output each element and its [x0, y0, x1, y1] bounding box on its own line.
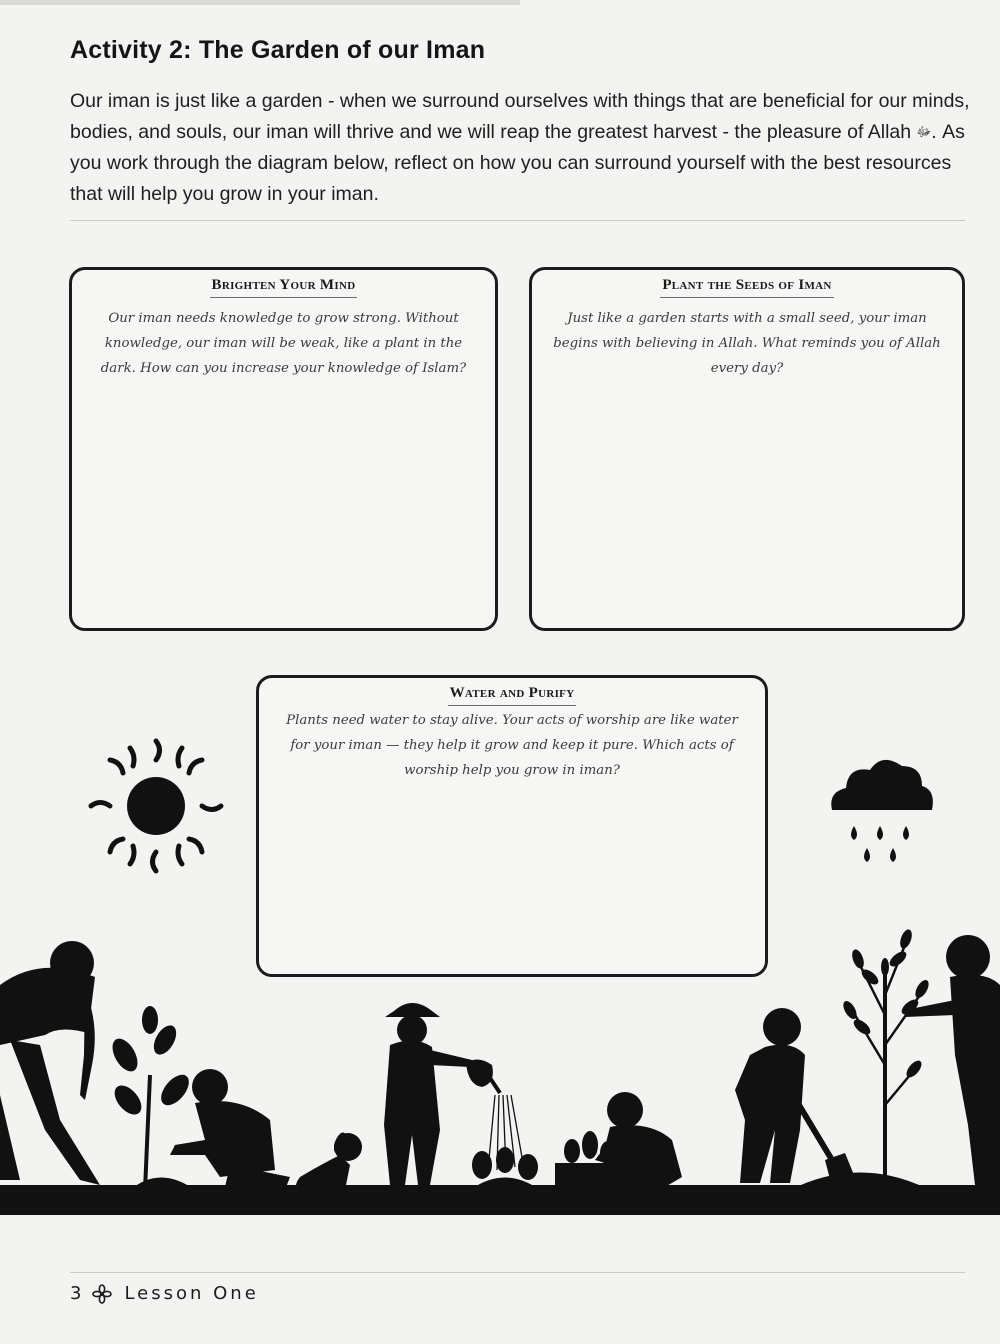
intro-text-part2: . As you work through the diagram below, reflect on how you can surround yourself with the best resources that will help you grow in your iman. — [70, 121, 965, 205]
plant-the-seeds-box[interactable] — [529, 267, 965, 631]
honorific-glyph: ﷻ — [916, 125, 932, 140]
box-prompt-water-and-purify: Plants need water to stay alive. Your acts of worship are like water for your iman — they help it grow and keep it pure. Which acts of worship help you grow in iman? — [286, 713, 738, 778]
lesson-label: Lesson One — [124, 1283, 259, 1304]
box-prompt-plant-the-seeds: Just like a garden starts with a small seed, your iman begins with believing in Allah. What reminds you of Allah every day? — [553, 311, 941, 376]
adult-right-silhouette — [905, 935, 1000, 1185]
section-divider — [70, 220, 965, 221]
young-tree-silhouette — [841, 928, 932, 1190]
page-number: 3 — [70, 1283, 85, 1304]
rain-cloud-icon — [822, 748, 942, 872]
top-decorative-rule — [0, 0, 520, 5]
box-prompt-brighten-your-mind: Our iman needs knowledge to grow strong. Without knowledge, our iman will be weak, like a plant in the dark. How can you increase your knowledge of Islam? — [100, 311, 467, 376]
footer-divider — [70, 1272, 965, 1273]
dog-silhouette — [296, 1131, 362, 1190]
intro-text-part1: Our iman is just like a garden - when we surround ourselves with things that are beneficial for our minds, bodies, and souls, our iman will thrive and we will reap the greatest harvest - the pleasure of Allah — [70, 90, 970, 143]
sapling-silhouette — [107, 1006, 194, 1190]
page-footer — [70, 1283, 259, 1304]
flower-ornament-icon — [92, 1284, 112, 1304]
sun-icon — [86, 736, 226, 876]
activity-title: Activity 2: The Garden of our Iman — [70, 36, 486, 64]
box-title-water-and-purify: Water and Purify — [448, 685, 577, 706]
box-title-plant-the-seeds: Plant the Seeds of Iman — [660, 277, 833, 298]
adult-gardener-silhouette — [0, 941, 100, 1185]
water-and-purify-box[interactable] — [256, 675, 768, 977]
flower-bed-silhouette — [470, 1147, 540, 1190]
activity-intro — [70, 86, 970, 210]
box-title-brighten-your-mind: Brighten Your Mind — [210, 277, 358, 298]
kneeling-child-silhouette — [170, 1069, 290, 1190]
brighten-your-mind-box[interactable] — [69, 267, 498, 631]
